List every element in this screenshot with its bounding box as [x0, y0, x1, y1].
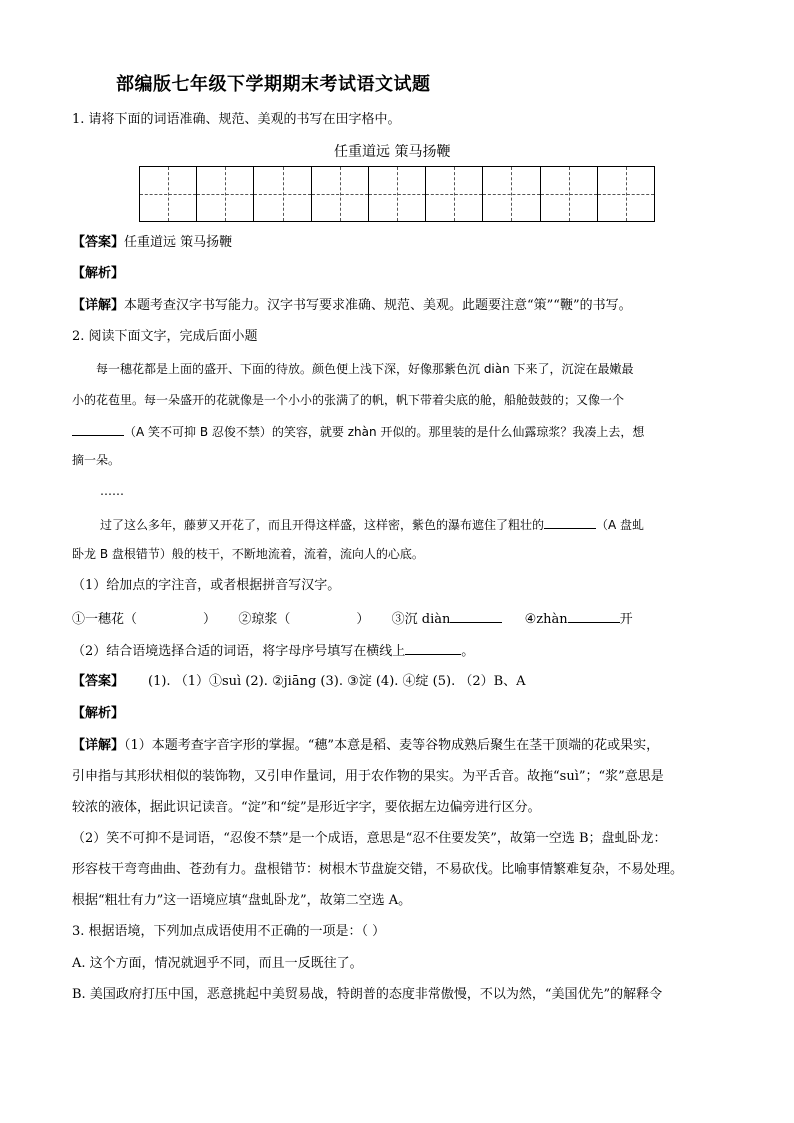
grid-cell — [140, 167, 197, 221]
passage-line-2: 小的花苞里。每一朵盛开的花就像是一个小小的张满了的帆，帆下带着尖底的舱，船舱鼓鼓的；又像一个 — [72, 393, 625, 407]
q3-option-b: B. 美国政府打压中国，恶意挑起中美贸易战，特朗普的态度非常傲慢，不以为然，“美国优先”的解释令 — [72, 987, 663, 1002]
q1-detail: 本题考查汉字书写能力。汉字书写要求准确、规范、美观。此题要注意“策”“鞭”的书写。 — [124, 298, 632, 313]
detail-tag: 【详解】 — [72, 298, 125, 313]
grid-cell — [254, 167, 311, 221]
q3-option-a: A. 这个方面，情况就迥乎不同，而且一反既往了。 — [72, 956, 363, 971]
q2-detail-line-5: 形容枝干弯弯曲曲、苍劲有力。盘根错节：树根木节盘旋交错，不易砍伐。比喻事情繁难复杂，不易处理。 — [72, 862, 684, 877]
q1-analysis-tag: 【解析】 — [72, 266, 125, 281]
passage-line-3 — [72, 422, 644, 440]
q3-prompt: 3. 根据语境，下列加点成语使用不正确的一项是：（ ） — [72, 924, 386, 939]
grid-cell — [598, 167, 654, 221]
item-4: ④zhàn — [524, 612, 568, 627]
blank-4[interactable] — [568, 609, 620, 623]
q1-answer: 任重道远 策马扬鞭 — [124, 235, 233, 250]
passage-line-6: 卧龙 B 盘根错节）般的枝干，不断地流着，流着，流向人的心底。 — [72, 547, 424, 561]
blank-2[interactable] — [544, 515, 596, 529]
q2-sub2-end: 。 — [461, 644, 475, 659]
q2-answer-line — [72, 673, 526, 691]
q1-words: 任重道远 策马扬鞭 — [334, 144, 451, 160]
item-4-end: 开 — [619, 612, 633, 627]
grid-cell — [483, 167, 540, 221]
item-2: ②琼浆（ — [238, 612, 291, 627]
q2-sub1-items — [72, 609, 633, 629]
passage-line-3-text: （A 笑不可抑 B 忍俊不禁）的笑容，就要 zhàn 开似的。那里装的是什么仙露琼浆？我凑上去，想 — [124, 425, 645, 439]
ellipsis: …… — [100, 484, 124, 498]
q2-sub2-line — [72, 641, 474, 661]
blank-1[interactable] — [72, 422, 124, 436]
q1-detail-line — [72, 297, 632, 315]
passage-line-4: 摘一朵。 — [72, 453, 121, 467]
grid-cell — [369, 167, 426, 221]
q2-sub2: （2）结合语境选择合适的词语，将字母序号填写在横线上 — [72, 644, 406, 659]
passage-line-5 — [100, 515, 644, 533]
q1-prompt: 1. 请将下面的词语准确、规范、美观的书写在田字格中。 — [72, 112, 401, 127]
grid-cell — [426, 167, 483, 221]
q2-answer: (1). （1）①suì (2). ②jiāng (3). ③淀 (4). ④绽 (5). （2）B、A — [148, 674, 526, 689]
grid-cell — [312, 167, 369, 221]
q1-answer-line — [72, 234, 232, 252]
grid-cell — [197, 167, 254, 221]
blank-5[interactable] — [405, 641, 461, 655]
detail-tag: 【详解】 — [72, 738, 125, 753]
q2-detail-line-1 — [72, 737, 659, 755]
q2-detail-1: （1）本题考查字音字形的掌握。“穗”本意是稻、麦等谷物成熟后聚生在茎干顶端的花或果实， — [124, 738, 660, 753]
passage-line-5-text: 过了这么多年，藤萝又开花了，而且开得这样盛，这样密，紫色的瀑布遮住了粗壮的 — [100, 518, 545, 532]
q2-analysis-tag: 【解析】 — [72, 706, 125, 721]
item-2-end: ） — [356, 612, 370, 627]
blank-3[interactable] — [450, 609, 502, 623]
item-3: ③沉 diàn — [391, 612, 451, 627]
item-1-end: ） — [203, 612, 217, 627]
passage-line-5-end: （A 盘虬 — [596, 518, 645, 532]
q2-sub1: （1）给加点的字注音，或者根据拼音写汉字。 — [72, 578, 341, 593]
q2-prompt: 2. 阅读下面文字，完成后面小题 — [72, 329, 258, 344]
tianzige-grid — [139, 166, 655, 222]
q2-detail-line-4: （2）笑不可抑不是词语，“忍俊不禁”是一个成语，意思是“忍不住要发笑”，故第一空选 B；盘虬卧龙： — [72, 831, 667, 846]
answer-tag: 【答案】 — [72, 235, 125, 250]
q2-detail-line-6: 根据“粗壮有力”这一语境应填“盘虬卧龙”，故第二空选 A。 — [72, 893, 412, 908]
page-title: 部编版七年级下学期期末考试语文试题 — [116, 74, 431, 95]
q2-detail-line-3: 较浓的液体，据此识记读音。“淀”和“绽”是形近字字，要依据左边偏旁进行区分。 — [72, 800, 541, 815]
q2-detail-line-2: 引申指与其形状相似的装饰物，又引申作量词，用于农作物的果实。为平舌音。故拖“suì”；“浆”意思是 — [72, 769, 664, 784]
passage-line-1: 每一穗花都是上面的盛开、下面的待放。颜色便上浅下深，好像那紫色沉 diàn 下来了，沉淀在最嫩最 — [96, 362, 634, 376]
grid-cell — [541, 167, 598, 221]
item-1: ①一穗花（ — [72, 612, 138, 627]
answer-tag: 【答案】 — [72, 674, 125, 689]
